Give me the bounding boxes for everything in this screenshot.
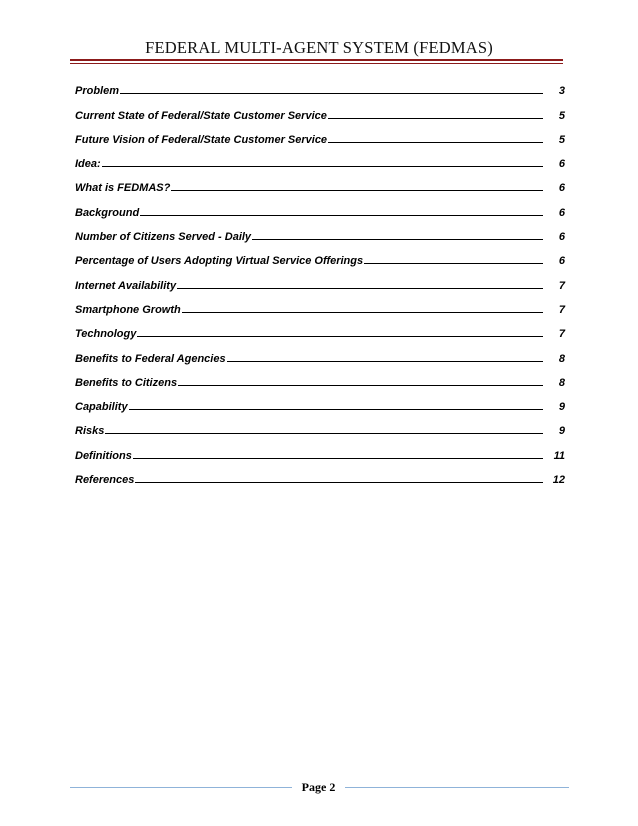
toc-entry[interactable]: [75, 194, 565, 218]
toc-entry[interactable]: [75, 170, 565, 194]
toc-entry[interactable]: [75, 267, 565, 291]
toc-entry[interactable]: [75, 146, 565, 170]
toc-entry-page-number: 11: [553, 449, 565, 462]
toc-entry[interactable]: [75, 437, 565, 461]
toc-entry-label: Risks: [75, 425, 105, 438]
toc-entry-page-number: 9: [558, 401, 565, 414]
toc-leader-line: [182, 312, 543, 313]
toc-entry-label: Definitions: [75, 449, 132, 462]
toc-entry-label: Internet Availability: [75, 279, 177, 292]
toc-leader-line: [227, 361, 543, 362]
table-of-contents: [75, 73, 565, 486]
toc-entry[interactable]: [75, 365, 565, 389]
toc-leader-line: [328, 142, 543, 143]
toc-leader-line: [129, 409, 543, 410]
toc-leader-line: [133, 458, 543, 459]
toc-entry[interactable]: [75, 243, 565, 267]
toc-entry-label: Background: [75, 206, 140, 219]
toc-entry[interactable]: [75, 219, 565, 243]
page-number: Page 2: [301, 780, 336, 794]
toc-entry-page-number: 12: [552, 474, 565, 487]
toc-entry-label: Future Vision of Federal/State Customer Service: [75, 133, 328, 146]
document-header-title: FEDERAL MULTI-AGENT SYSTEM (FEDMAS): [145, 38, 493, 57]
toc-entry-label: Percentage of Users Adopting Virtual Service Offerings: [75, 255, 364, 268]
toc-leader-line: [102, 166, 543, 167]
toc-entry-label: What is FEDMAS?: [75, 182, 171, 195]
toc-entry-page-number: 6: [558, 182, 565, 195]
toc-entry[interactable]: [75, 389, 565, 413]
toc-entry-label: Current State of Federal/State Customer Service: [75, 109, 327, 122]
toc-leader-line: [137, 336, 543, 337]
toc-leader-line: [177, 288, 543, 289]
toc-entry-label: Problem: [75, 85, 120, 98]
toc-entry-page-number: 3: [558, 85, 565, 98]
toc-entry[interactable]: [75, 413, 565, 437]
toc-entry[interactable]: [75, 462, 565, 486]
header-rule-thick: [70, 59, 563, 61]
toc-entry[interactable]: [75, 316, 565, 340]
toc-entry-page-number: 7: [558, 328, 565, 341]
footer-rule-left: [70, 787, 292, 788]
toc-entry-label: Number of Citizens Served - Daily: [75, 231, 252, 244]
toc-entry-page-number: 6: [558, 231, 565, 244]
toc-entry-page-number: 8: [558, 352, 565, 365]
toc-entry-page-number: 6: [558, 255, 565, 268]
toc-entry-page-number: 8: [558, 376, 565, 389]
toc-leader-line: [105, 433, 543, 434]
toc-entry-label: Idea:: [75, 158, 101, 171]
toc-entry-page-number: 6: [558, 158, 565, 171]
toc-entry-label: Technology: [75, 328, 137, 341]
toc-entry-label: Capability: [75, 401, 128, 414]
toc-leader-line: [171, 190, 543, 191]
toc-entry[interactable]: [75, 122, 565, 146]
toc-entry[interactable]: [75, 340, 565, 364]
toc-entry-label: Smartphone Growth: [75, 303, 181, 316]
toc-leader-line: [328, 118, 543, 119]
header-rule-thin: [70, 63, 563, 64]
toc-entry-page-number: 5: [558, 109, 565, 122]
toc-entry-page-number: 6: [558, 206, 565, 219]
toc-entry-label: References: [75, 474, 135, 487]
toc-entry[interactable]: [75, 292, 565, 316]
toc-leader-line: [120, 93, 543, 94]
toc-entry-label: Benefits to Federal Agencies: [75, 352, 226, 365]
toc-entry-page-number: 7: [558, 279, 565, 292]
toc-leader-line: [178, 385, 543, 386]
toc-entry-page-number: 9: [558, 425, 565, 438]
toc-leader-line: [364, 263, 543, 264]
toc-leader-line: [140, 215, 543, 216]
toc-leader-line: [135, 482, 543, 483]
toc-entry-page-number: 5: [558, 133, 565, 146]
footer-rule-right: [345, 787, 569, 788]
toc-entry[interactable]: [75, 73, 565, 97]
toc-entry-page-number: 7: [558, 303, 565, 316]
toc-entry[interactable]: [75, 97, 565, 121]
toc-leader-line: [252, 239, 543, 240]
toc-entry-label: Benefits to Citizens: [75, 376, 178, 389]
